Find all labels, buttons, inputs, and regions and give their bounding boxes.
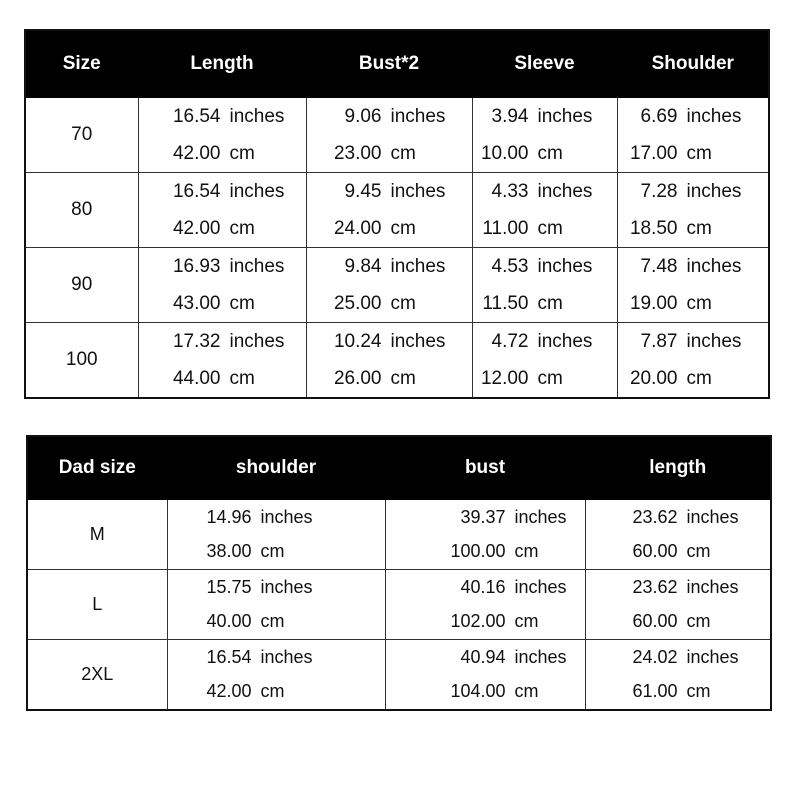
length-cm-value: 60.00 [632, 611, 678, 632]
measurement-cm-line [168, 675, 385, 710]
bust-inches-value: 9.06 [344, 105, 382, 127]
measurement-cell-bust [306, 173, 472, 248]
cm-unit-label: cm [260, 611, 285, 632]
shoulder-cm-value: 40.00 [206, 611, 252, 632]
measurement-pair [473, 323, 617, 397]
kids-header-size: Size [25, 30, 138, 98]
measurement-inches-line [307, 173, 472, 210]
measurement-pair [618, 98, 769, 172]
measurement-pair [386, 570, 585, 639]
inches-unit-label: inches [686, 330, 742, 352]
measurement-inches-line [618, 173, 769, 210]
dad-size-row [27, 570, 771, 640]
dad-size-table [26, 435, 772, 711]
measurement-pair [473, 98, 617, 172]
measurement-cell-bust [385, 500, 585, 570]
measurement-cell-length [585, 640, 771, 711]
bust-cm-value: 25.00 [333, 292, 382, 314]
length-cm-value: 42.00 [172, 217, 221, 239]
length-inches-value: 16.54 [172, 105, 221, 127]
measurement-cell-shoulder [617, 323, 769, 399]
cm-unit-label: cm [537, 367, 563, 389]
measurement-cm-line [473, 360, 617, 397]
bust-inches-value: 40.94 [460, 646, 506, 667]
length-cm-value: 43.00 [172, 292, 221, 314]
dad-size-label: L [27, 570, 167, 640]
kids-header-length: Length [138, 30, 306, 98]
kids-size-label: 100 [25, 323, 138, 399]
dad-size-label: 2XL [27, 640, 167, 711]
measurement-cell-shoulder [617, 98, 769, 173]
measurement-inches-line [307, 323, 472, 360]
measurement-inches-line [386, 500, 585, 535]
sleeve-inches-value: 4.72 [491, 330, 529, 352]
measurement-cm-line [586, 675, 771, 710]
cm-unit-label: cm [390, 142, 416, 164]
measurement-cell-bust [306, 248, 472, 323]
kids-header-shoulder: Shoulder [617, 30, 769, 98]
bust-inches-value: 9.84 [344, 255, 382, 277]
length-cm-value: 42.00 [172, 142, 221, 164]
length-inches-value: 24.02 [632, 646, 678, 667]
shoulder-inches-value: 15.75 [206, 576, 252, 597]
measurement-pair [139, 98, 306, 172]
measurement-cell-bust [385, 640, 585, 711]
measurement-cm-line [307, 360, 472, 397]
kids-header-row [25, 30, 769, 98]
measurement-pair [139, 323, 306, 397]
measurement-inches-line [473, 98, 617, 135]
measurement-inches-line [168, 640, 385, 675]
measurement-pair [168, 640, 385, 709]
bust-cm-value: 100.00 [450, 541, 506, 562]
kids-header-sleeve: Sleeve [472, 30, 617, 98]
inches-unit-label: inches [229, 255, 285, 277]
measurement-inches-line [473, 173, 617, 210]
inches-unit-label: inches [260, 576, 313, 597]
measurement-inches-line [139, 248, 306, 285]
kids-size-row [25, 248, 769, 323]
measurement-pair [618, 248, 769, 322]
cm-unit-label: cm [260, 541, 285, 562]
measurement-cell-sleeve [472, 248, 617, 323]
measurement-pair [307, 98, 472, 172]
measurement-inches-line [586, 570, 771, 605]
measurement-cm-line [473, 285, 617, 322]
sleeve-inches-value: 3.94 [491, 105, 529, 127]
inches-unit-label: inches [686, 105, 742, 127]
kids-size-label: 90 [25, 248, 138, 323]
dad-size-label: M [27, 500, 167, 570]
measurement-cell-length [138, 323, 306, 399]
measurement-cm-line [586, 605, 771, 640]
measurement-inches-line [473, 248, 617, 285]
length-cm-value: 44.00 [172, 367, 221, 389]
inches-unit-label: inches [686, 180, 742, 202]
inches-unit-label: inches [537, 255, 593, 277]
sleeve-cm-value: 10.00 [480, 142, 529, 164]
measurement-pair [307, 248, 472, 322]
measurement-pair [386, 640, 585, 709]
sleeve-cm-value: 11.50 [482, 292, 529, 314]
shoulder-inches-value: 7.28 [640, 180, 678, 202]
cm-unit-label: cm [514, 681, 539, 702]
measurement-cm-line [168, 605, 385, 640]
measurement-cell-sleeve [472, 173, 617, 248]
cm-unit-label: cm [537, 292, 563, 314]
cm-unit-label: cm [686, 367, 712, 389]
inches-unit-label: inches [390, 255, 446, 277]
cm-unit-label: cm [537, 217, 563, 239]
measurement-pair [586, 640, 771, 709]
inches-unit-label: inches [260, 506, 313, 527]
inches-unit-label: inches [390, 330, 446, 352]
length-inches-value: 16.93 [172, 255, 221, 277]
shoulder-inches-value: 14.96 [206, 506, 252, 527]
cm-unit-label: cm [390, 217, 416, 239]
cm-unit-label: cm [686, 611, 711, 632]
dad-header-size: Dad size [27, 436, 167, 500]
bust-inches-value: 10.24 [333, 330, 382, 352]
cm-unit-label: cm [260, 681, 285, 702]
shoulder-inches-value: 16.54 [206, 646, 252, 667]
measurement-cell-length [585, 500, 771, 570]
measurement-cm-line [586, 535, 771, 570]
measurement-pair [586, 570, 771, 639]
measurement-cell-bust [306, 98, 472, 173]
cm-unit-label: cm [390, 292, 416, 314]
dad-size-row [27, 500, 771, 570]
cm-unit-label: cm [229, 142, 255, 164]
sleeve-cm-value: 11.00 [482, 217, 529, 239]
measurement-cell-bust [385, 570, 585, 640]
length-inches-value: 23.62 [632, 506, 678, 527]
measurement-pair [139, 173, 306, 247]
cm-unit-label: cm [686, 541, 711, 562]
measurement-pair [618, 173, 769, 247]
dad-size-row [27, 640, 771, 711]
kids-size-row [25, 323, 769, 399]
measurement-pair [386, 500, 585, 569]
measurement-inches-line [586, 640, 771, 675]
measurement-cm-line [386, 605, 585, 640]
measurement-inches-line [618, 248, 769, 285]
measurement-inches-line [586, 500, 771, 535]
measurement-cm-line [307, 210, 472, 247]
measurement-cell-sleeve [472, 98, 617, 173]
measurement-inches-line [168, 570, 385, 605]
kids-size-label: 70 [25, 98, 138, 173]
measurement-pair [473, 248, 617, 322]
measurement-cm-line [473, 135, 617, 172]
measurement-cm-line [139, 135, 306, 172]
bust-inches-value: 40.16 [460, 576, 506, 597]
shoulder-inches-value: 7.87 [640, 330, 678, 352]
shoulder-cm-value: 42.00 [206, 681, 252, 702]
measurement-cell-shoulder [167, 570, 385, 640]
measurement-cm-line [618, 285, 769, 322]
shoulder-inches-value: 6.69 [640, 105, 678, 127]
sleeve-inches-value: 4.53 [491, 255, 529, 277]
bust-cm-value: 23.00 [333, 142, 382, 164]
bust-inches-value: 39.37 [460, 506, 506, 527]
measurement-inches-line [307, 98, 472, 135]
cm-unit-label: cm [686, 217, 712, 239]
measurement-cell-length [138, 248, 306, 323]
measurement-inches-line [618, 323, 769, 360]
shoulder-cm-value: 20.00 [629, 367, 678, 389]
dad-header-bust: bust [385, 436, 585, 500]
cm-unit-label: cm [390, 367, 416, 389]
measurement-inches-line [618, 98, 769, 135]
measurement-cm-line [618, 360, 769, 397]
kids-size-row [25, 98, 769, 173]
inches-unit-label: inches [390, 105, 446, 127]
inches-unit-label: inches [514, 506, 567, 527]
measurement-cell-shoulder [617, 173, 769, 248]
inches-unit-label: inches [514, 646, 567, 667]
measurement-pair [586, 500, 771, 569]
measurement-inches-line [473, 323, 617, 360]
cm-unit-label: cm [686, 681, 711, 702]
dad-header-shoulder: shoulder [167, 436, 385, 500]
shoulder-inches-value: 7.48 [640, 255, 678, 277]
shoulder-cm-value: 19.00 [629, 292, 678, 314]
cm-unit-label: cm [229, 217, 255, 239]
dad-header-row [27, 436, 771, 500]
shoulder-cm-value: 18.50 [629, 217, 678, 239]
kids-size-label: 80 [25, 173, 138, 248]
inches-unit-label: inches [229, 105, 285, 127]
cm-unit-label: cm [514, 541, 539, 562]
measurement-cm-line [139, 285, 306, 322]
inches-unit-label: inches [390, 180, 446, 202]
bust-cm-value: 26.00 [333, 367, 382, 389]
measurement-cm-line [307, 285, 472, 322]
measurement-inches-line [139, 323, 306, 360]
measurement-inches-line [168, 500, 385, 535]
measurement-inches-line [386, 570, 585, 605]
inches-unit-label: inches [260, 646, 313, 667]
length-inches-value: 17.32 [172, 330, 221, 352]
cm-unit-label: cm [686, 292, 712, 314]
length-cm-value: 61.00 [632, 681, 678, 702]
inches-unit-label: inches [514, 576, 567, 597]
measurement-pair [473, 173, 617, 247]
sleeve-inches-value: 4.33 [491, 180, 529, 202]
bust-cm-value: 102.00 [450, 611, 506, 632]
measurement-cm-line [473, 210, 617, 247]
measurement-cell-shoulder [617, 248, 769, 323]
kids-size-table [24, 29, 770, 399]
measurement-cm-line [386, 535, 585, 570]
dad-header-length: length [585, 436, 771, 500]
measurement-cell-shoulder [167, 500, 385, 570]
measurement-pair [139, 248, 306, 322]
measurement-inches-line [139, 98, 306, 135]
kids-header-bust: Bust*2 [306, 30, 472, 98]
measurement-cm-line [168, 535, 385, 570]
cm-unit-label: cm [537, 142, 563, 164]
measurement-pair [168, 500, 385, 569]
measurement-inches-line [139, 173, 306, 210]
inches-unit-label: inches [686, 646, 739, 667]
bust-cm-value: 24.00 [333, 217, 382, 239]
inches-unit-label: inches [537, 105, 593, 127]
cm-unit-label: cm [514, 611, 539, 632]
inches-unit-label: inches [686, 255, 742, 277]
measurement-cell-length [585, 570, 771, 640]
measurement-cm-line [618, 210, 769, 247]
sleeve-cm-value: 12.00 [480, 367, 529, 389]
inches-unit-label: inches [537, 180, 593, 202]
shoulder-cm-value: 17.00 [629, 142, 678, 164]
measurement-pair [168, 570, 385, 639]
bust-inches-value: 9.45 [344, 180, 382, 202]
measurement-cell-length [138, 173, 306, 248]
cm-unit-label: cm [229, 367, 255, 389]
measurement-pair [307, 173, 472, 247]
measurement-pair [618, 323, 769, 397]
measurement-cm-line [139, 360, 306, 397]
shoulder-cm-value: 38.00 [206, 541, 252, 562]
measurement-cell-sleeve [472, 323, 617, 399]
cm-unit-label: cm [686, 142, 712, 164]
measurement-cm-line [386, 675, 585, 710]
kids-size-row [25, 173, 769, 248]
cm-unit-label: cm [229, 292, 255, 314]
inches-unit-label: inches [537, 330, 593, 352]
measurement-inches-line [386, 640, 585, 675]
length-inches-value: 23.62 [632, 576, 678, 597]
measurement-cell-bust [306, 323, 472, 399]
measurement-cm-line [618, 135, 769, 172]
length-inches-value: 16.54 [172, 180, 221, 202]
measurement-cell-length [138, 98, 306, 173]
measurement-pair [307, 323, 472, 397]
inches-unit-label: inches [686, 576, 739, 597]
inches-unit-label: inches [229, 180, 285, 202]
measurement-cm-line [307, 135, 472, 172]
measurement-cell-shoulder [167, 640, 385, 711]
measurement-inches-line [307, 248, 472, 285]
bust-cm-value: 104.00 [450, 681, 506, 702]
measurement-cm-line [139, 210, 306, 247]
inches-unit-label: inches [686, 506, 739, 527]
inches-unit-label: inches [229, 330, 285, 352]
length-cm-value: 60.00 [632, 541, 678, 562]
